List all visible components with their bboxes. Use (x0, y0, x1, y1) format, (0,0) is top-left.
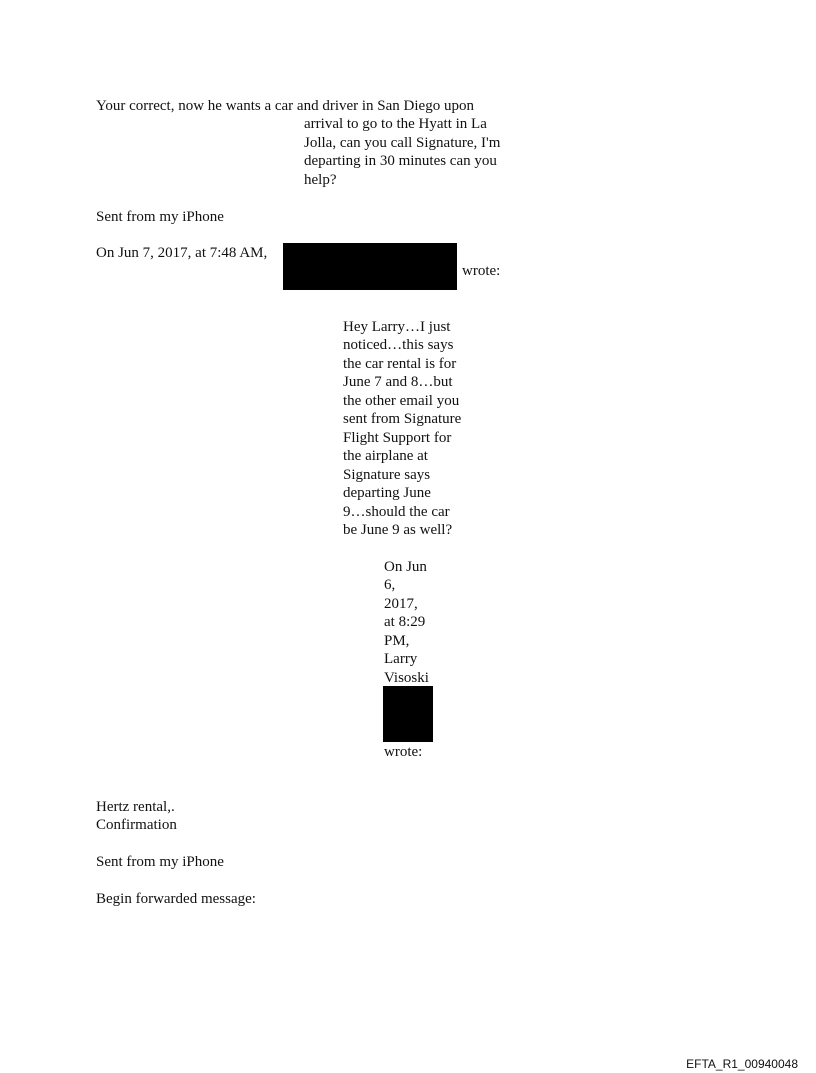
reply-line-5: help? (304, 172, 337, 188)
quote2-header-line: PM, (384, 633, 410, 649)
forward-note: Begin forwarded message: (96, 891, 256, 907)
original-line: Confirmation (96, 817, 177, 833)
quote1-header-wrote: wrote: (462, 263, 501, 279)
quote1-header-prefix: On Jun 7, 2017, at 7:48 AM, (96, 245, 268, 261)
redaction-box (283, 243, 457, 290)
quote2-header-wrote: wrote: (384, 744, 423, 760)
quote1-line: Signature says (343, 467, 431, 483)
original-signature: Sent from my iPhone (96, 854, 224, 870)
quote1-line: sent from Signature (343, 411, 462, 427)
quote2-header-line: Visoski (384, 670, 429, 686)
quote2-header-line: at 8:29 (384, 614, 426, 630)
document-id: EFTA_R1_00940048 (686, 1057, 798, 1071)
quote2-header-line: 6, (384, 577, 396, 593)
original-line: Hertz rental,. (96, 799, 175, 815)
quote1-line: Flight Support for (343, 430, 452, 446)
quote1-line: the other email you (343, 393, 460, 409)
quote1-line: June 7 and 8…but (343, 374, 453, 390)
quote2-header-line: Larry (384, 651, 418, 667)
reply-line-1: Your correct, now he wants a car and driver in San Diego upon (96, 98, 474, 114)
quote1-line: noticed…this says (343, 337, 454, 353)
reply-line-4: departing in 30 minutes can you (304, 153, 497, 169)
quote1-line: the car rental is for (343, 356, 457, 372)
reply-line-2: arrival to go to the Hyatt in La (304, 116, 487, 132)
redaction-box (383, 686, 433, 742)
quote2-header-line: 2017, (384, 596, 418, 612)
quote1-line: Hey Larry…I just (343, 319, 451, 335)
quote1-line: the airplane at (343, 448, 428, 464)
quote2-header-line: On Jun (384, 559, 427, 575)
quote1-line: be June 9 as well? (343, 522, 453, 538)
quote1-line: 9…should the car (343, 504, 450, 520)
quote1-line: departing June (343, 485, 431, 501)
reply-signature: Sent from my iPhone (96, 209, 224, 225)
reply-line-3: Jolla, can you call Signature, I'm (304, 135, 501, 151)
